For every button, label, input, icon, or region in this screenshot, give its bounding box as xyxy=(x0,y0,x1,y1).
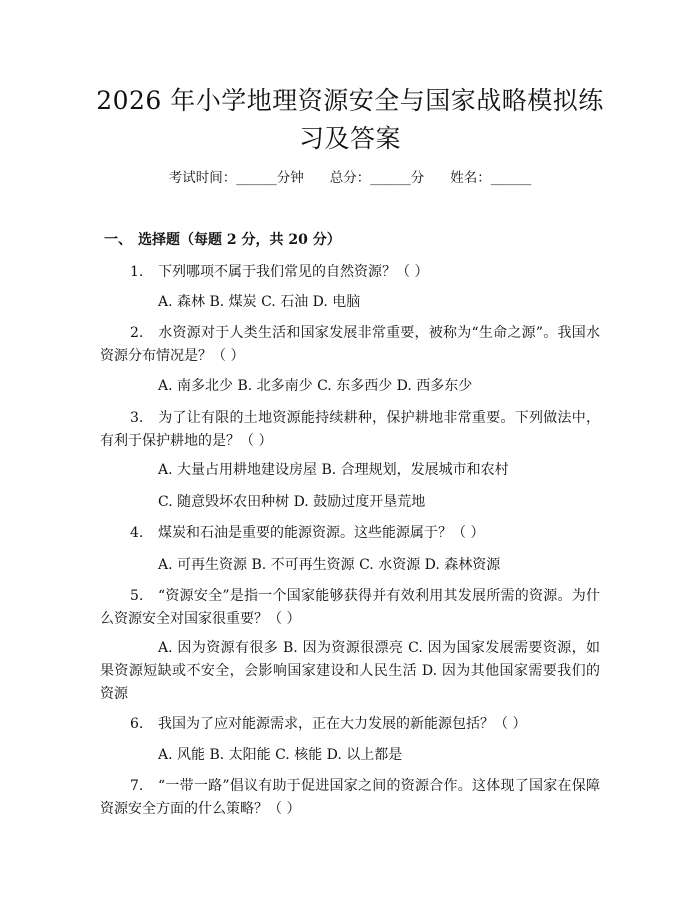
question-5 xyxy=(100,585,600,631)
question-4-options: A. 可再生资源 B. 不可再生资源 C. 水资源 D. 森林资源 xyxy=(158,557,501,573)
question-text: 煤炭和石油是重要的能源资源。这些能源属于？（ ） xyxy=(158,525,485,541)
exam-meta xyxy=(0,168,700,188)
question-number: 6. xyxy=(130,716,144,732)
question-number: 3. xyxy=(130,410,144,426)
question-text: 下列哪项不属于我们常见的自然资源？（ ） xyxy=(158,264,429,280)
question-text: “一带一路”倡议有助于促进国家之间的资源合作。这体现了国家在保障资源安全方面的什么策略？（ ） xyxy=(100,778,600,817)
section-label: 选择题（每题 2 分，共 20 分） xyxy=(138,232,341,248)
exam-score: 总分：______分 xyxy=(329,170,425,186)
question-6 xyxy=(100,713,600,736)
question-text: 我国为了应对能源需求，正在大力发展的新能源包括？（ ） xyxy=(158,716,527,732)
question-number: 7. xyxy=(130,778,144,794)
title-line-1: 2026 年小学地理资源安全与国家战略模拟练 xyxy=(96,86,604,115)
section-number: 一、 xyxy=(104,232,132,248)
question-2-options: A. 南多北少 B. 北多南少 C. 东多西少 D. 西多东少 xyxy=(158,378,473,394)
question-3 xyxy=(100,407,600,453)
exam-time: 考试时间：______分钟 xyxy=(168,170,304,186)
exam-name: 姓名：______ xyxy=(450,170,532,186)
question-2 xyxy=(100,322,600,368)
page-title xyxy=(90,82,610,158)
question-number: 4. xyxy=(130,525,144,541)
question-3-options-b: C. 随意毁坏农田种树 D. 鼓励过度开垦荒地 xyxy=(158,494,426,510)
question-4 xyxy=(100,522,600,545)
question-text: 为了让有限的土地资源能持续耕种，保护耕地非常重要。下列做法中，有利于保护耕地的是？（ ） xyxy=(100,410,600,449)
question-text: “资源安全”是指一个国家能够获得并有效利用其发展所需的资源。为什么资源安全对国家很重要？（ ） xyxy=(100,588,600,627)
question-1-options: A. 森林 B. 煤炭 C. 石油 D. 电脑 xyxy=(158,294,361,310)
title-line-2: 习及答案 xyxy=(298,124,401,153)
question-number: 2. xyxy=(130,325,144,341)
question-number: 5. xyxy=(130,588,144,604)
section-heading xyxy=(104,230,341,250)
question-3-options-a: A. 大量占用耕地建设房屋 B. 合理规划，发展城市和农村 xyxy=(158,462,509,478)
question-1 xyxy=(100,261,600,284)
question-text: 水资源对于人类生活和国家发展非常重要，被称为“生命之源”。我国水资源分布情况是？（ ） xyxy=(100,325,600,364)
question-5-options: A. 因为资源有很多 B. 因为资源很漂亮 C. 因为国家发展需要资源，如果资源短缺或不安全，会影响国家建设和人民生活 D. 因为其他国家需要我们的资源 xyxy=(100,640,600,702)
question-number: 1. xyxy=(130,264,144,280)
question-6-options: A. 风能 B. 太阳能 C. 核能 D. 以上都是 xyxy=(158,747,403,763)
question-7 xyxy=(100,775,600,821)
